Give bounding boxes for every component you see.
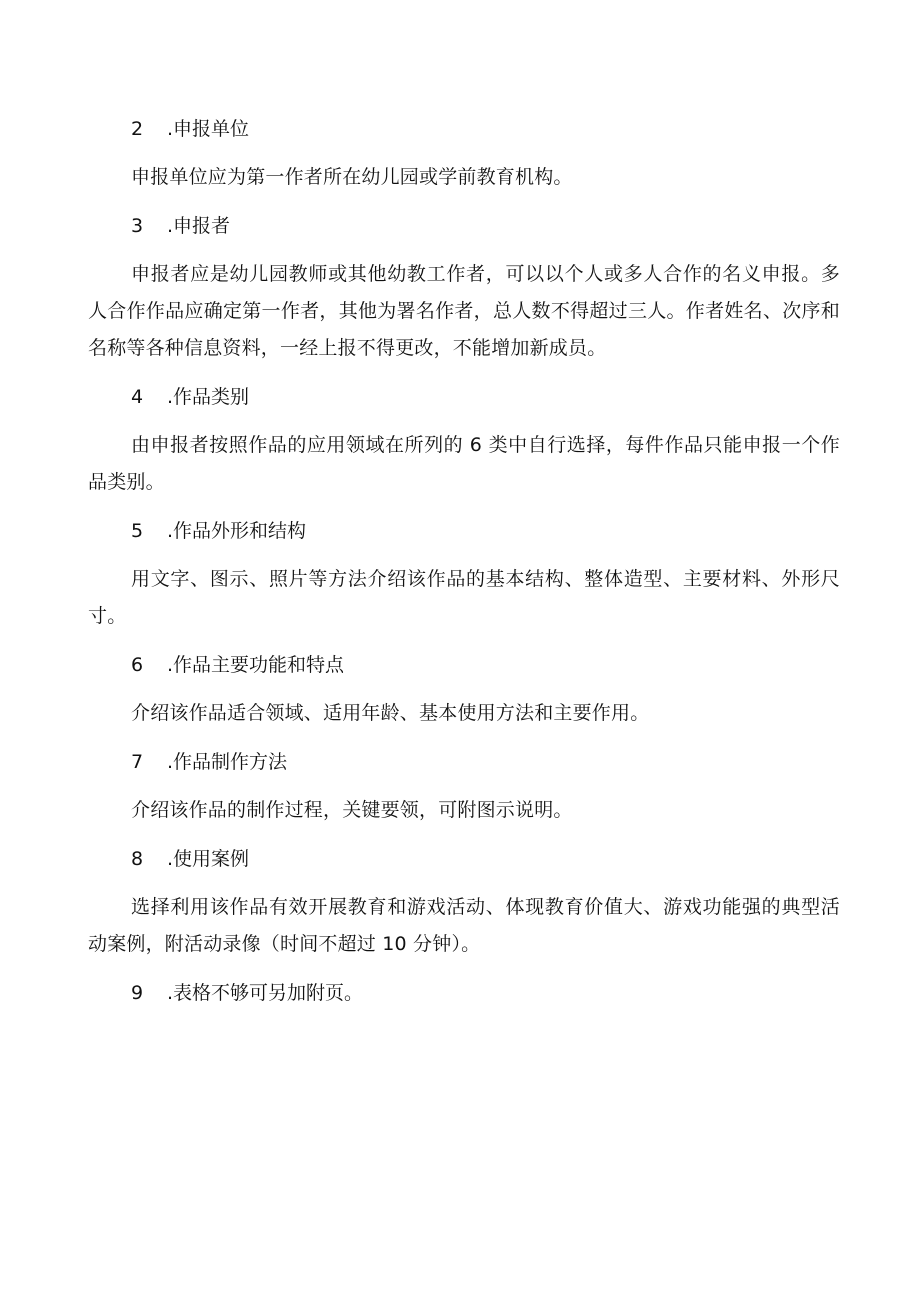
section-number: 4: [131, 386, 144, 408]
section-number: 5: [131, 520, 144, 542]
section-number: 3: [131, 215, 144, 237]
section-heading-5: [88, 514, 840, 548]
section-heading-7: [88, 745, 840, 779]
section-body-3: 申报者应是幼儿园教师或其他幼教工作者，可以以个人或多人合作的名义申报。多人合作作品应确定第一作者，其他为署名作者，总人数不得超过三人。作者姓名、次序和名称等各种信息资料，一经上报不得更改，不能增加新成员。: [88, 263, 840, 359]
document-content: [88, 112, 840, 1010]
section-heading-6: [88, 648, 840, 682]
section-title: .作品主要功能和特点: [167, 654, 345, 676]
section-body-8: 选择利用该作品有效开展教育和游戏活动、体现教育价值大、游戏功能强的典型活动案例，附活动录像（时间不超过 10 分钟）。: [88, 896, 840, 955]
section-number: 7: [131, 751, 144, 773]
section-heading-4: [88, 380, 840, 414]
section-heading-3: [88, 209, 840, 243]
section-title: .申报单位: [167, 118, 250, 140]
section-title: .作品外形和结构: [167, 520, 307, 542]
section-body-2: 申报单位应为第一作者所在幼儿园或学前教育机构。: [131, 166, 573, 188]
section-number: 6: [131, 654, 144, 676]
section-heading-8: [88, 842, 840, 876]
section-number: 2: [131, 118, 144, 140]
section-title: .使用案例: [167, 848, 250, 870]
section-number: 9: [131, 982, 144, 1004]
section-body-5: 用文字、图示、照片等方法介绍该作品的基本结构、整体造型、主要材料、外形尺寸。: [88, 568, 840, 627]
section-body-4: 由申报者按照作品的应用领域在所列的 6 类中自行选择，每件作品只能申报一个作品类别。: [88, 434, 840, 493]
section-body-7: 介绍该作品的制作过程，关键要领，可附图示说明。: [131, 799, 573, 821]
section-title: .表格不够可另加附页。: [167, 982, 364, 1004]
section-title: .作品制作方法: [167, 751, 288, 773]
section-heading-9: [88, 976, 840, 1010]
section-body-6: 介绍该作品适合领域、适用年龄、基本使用方法和主要作用。: [131, 702, 650, 724]
section-title: .申报者: [167, 215, 231, 237]
section-title: .作品类别: [167, 386, 250, 408]
section-number: 8: [131, 848, 144, 870]
section-heading-2: [88, 112, 840, 146]
